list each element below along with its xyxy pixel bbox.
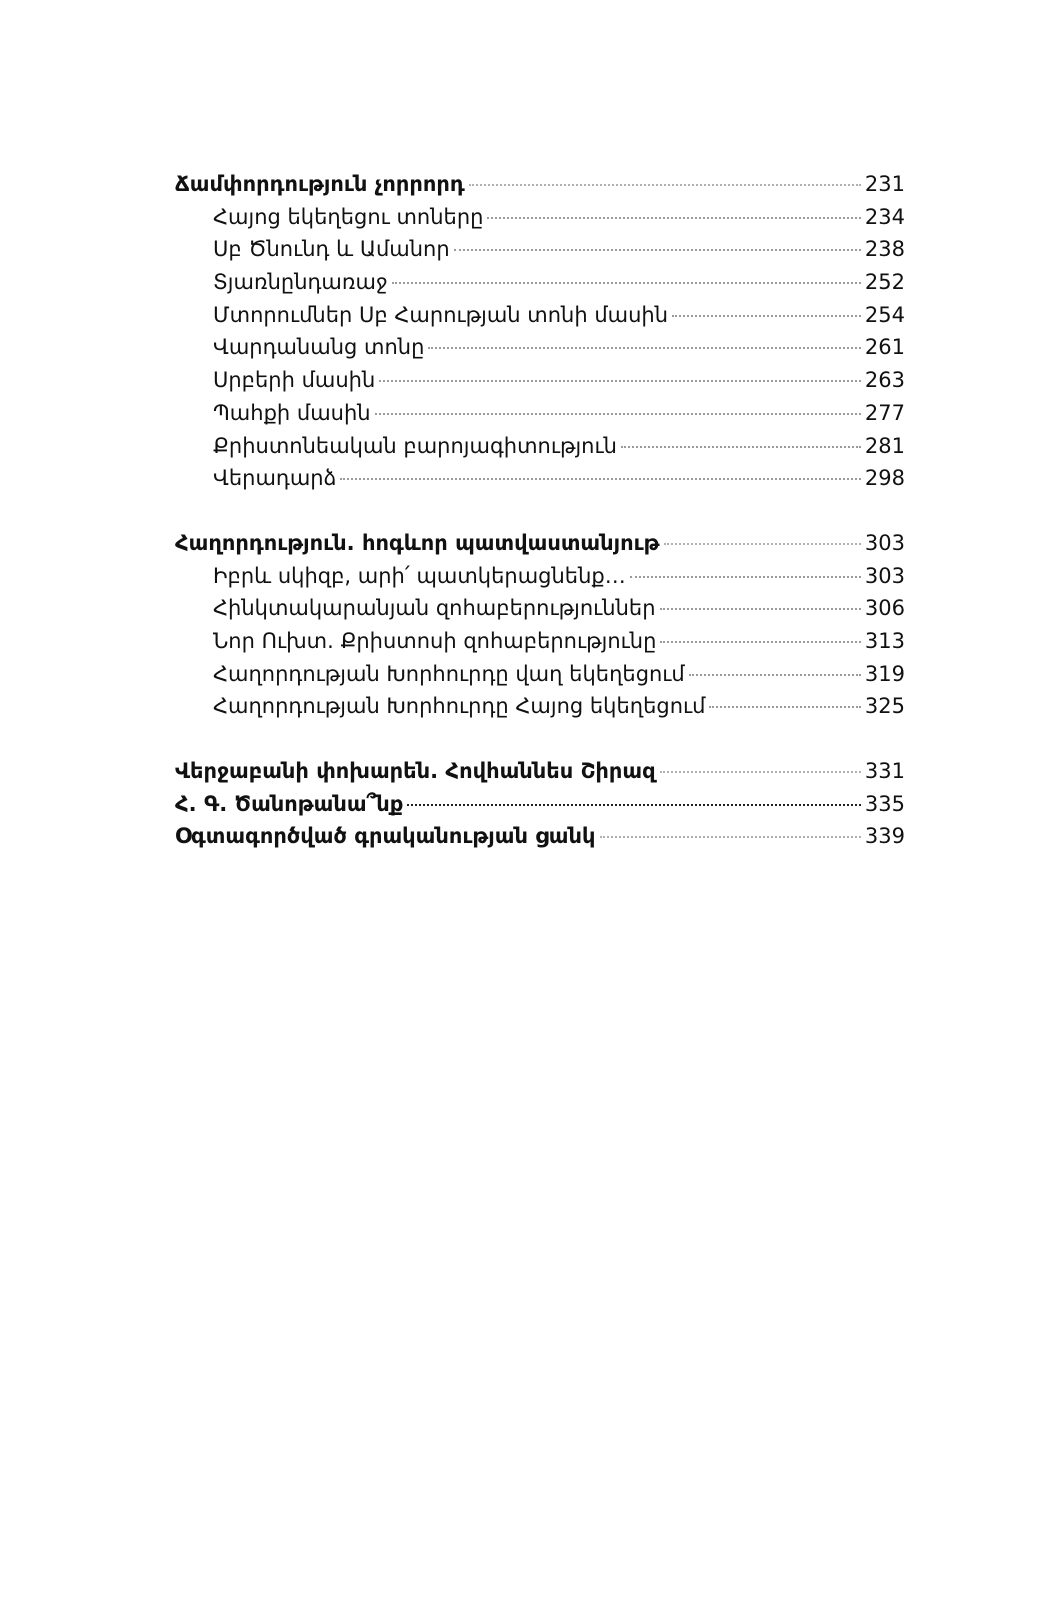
toc-page-number: 238 bbox=[864, 237, 905, 262]
dot-leader bbox=[689, 674, 861, 676]
toc-page-number: 281 bbox=[864, 433, 905, 458]
toc-entry bbox=[175, 397, 905, 430]
toc-entry-afterword bbox=[175, 755, 905, 788]
toc-page-number: 313 bbox=[864, 628, 905, 653]
toc-heading bbox=[175, 527, 905, 560]
toc-entry bbox=[175, 430, 905, 463]
toc-entry bbox=[175, 233, 905, 266]
toc-entry bbox=[175, 266, 905, 299]
dot-leader bbox=[660, 771, 861, 773]
toc-entry bbox=[175, 625, 905, 658]
toc-entry-title: Պահքի մասին bbox=[213, 400, 371, 425]
toc-page-number: 319 bbox=[864, 661, 905, 686]
dot-leader bbox=[469, 184, 861, 186]
toc-entry-title: Սբ Ծնունդ և Ամանոր bbox=[213, 237, 450, 262]
toc-entry-bibliography bbox=[175, 820, 905, 853]
toc-entry-title: Վերադարձ bbox=[213, 466, 337, 491]
dot-leader bbox=[709, 706, 860, 708]
toc-entry-title: Հաղորդության Խորհուրդը վաղ եկեղեցում bbox=[213, 661, 685, 686]
toc-entry-title: Հ. Գ. Ծանոթանա՞նք bbox=[175, 791, 404, 816]
toc-section-3 bbox=[175, 755, 905, 853]
toc-page-number: 325 bbox=[864, 694, 905, 719]
toc-entry-title: Վերջաբանի փոխարեն. Հովհաննես Շիրազ bbox=[175, 759, 656, 783]
toc-entry-title: Քրիստոնեական բարոյագիտություն bbox=[213, 433, 617, 458]
toc-entry-title: Հայոց եկեղեցու տոները bbox=[213, 204, 484, 229]
dot-leader bbox=[621, 446, 861, 448]
dot-leader bbox=[340, 478, 861, 480]
dot-leader bbox=[672, 315, 861, 317]
toc-entry-title: Սրբերի մասին bbox=[213, 368, 376, 393]
dot-leader bbox=[660, 608, 861, 610]
toc-page-number: 298 bbox=[864, 466, 905, 491]
dot-leader bbox=[375, 413, 861, 415]
toc-page-number: 277 bbox=[864, 400, 905, 425]
toc-section-1 bbox=[175, 168, 905, 495]
toc-page-number: 306 bbox=[864, 596, 905, 621]
dot-leader bbox=[600, 836, 861, 838]
toc-page-number: 331 bbox=[864, 759, 905, 783]
toc-heading-title: Հաղորդություն. հոգևոր պատվաստանյութ bbox=[175, 530, 660, 555]
toc-page-number: 263 bbox=[864, 368, 905, 393]
toc-entry-title: Իբրև սկիզբ, արի՛ պատկերացնենք… bbox=[213, 563, 626, 588]
table-of-contents bbox=[175, 168, 905, 853]
toc-entry-title: Նոր Ուխտ. Քրիստոսի զոհաբերությունը bbox=[213, 628, 657, 653]
dot-leader bbox=[664, 543, 861, 545]
toc-page-number: 231 bbox=[864, 172, 905, 196]
toc-page-number: 335 bbox=[864, 791, 905, 816]
toc-page-number: 303 bbox=[864, 563, 905, 588]
dot-leader bbox=[454, 249, 861, 251]
toc-entry bbox=[175, 560, 905, 593]
toc-entry bbox=[175, 364, 905, 397]
toc-page-number: 234 bbox=[864, 204, 905, 229]
toc-entry-title: Օգտագործված գրականության ցանկ bbox=[175, 824, 596, 849]
toc-heading-title: Ճամփորդություն չորրորդ bbox=[175, 172, 465, 196]
toc-entry-title: Հինկտակարանյան զոհաբերություններ bbox=[213, 596, 656, 621]
toc-heading bbox=[175, 168, 905, 201]
toc-entry bbox=[175, 299, 905, 332]
toc-entry bbox=[175, 658, 905, 691]
toc-entry bbox=[175, 462, 905, 495]
toc-entry-title: Հաղորդության Խորհուրդը Հայոց եկեղեցում bbox=[213, 694, 706, 719]
dot-leader bbox=[407, 804, 861, 806]
dot-leader bbox=[630, 576, 861, 578]
toc-entry bbox=[175, 690, 905, 723]
toc-entry-title: Տյառնընդառաջ bbox=[213, 270, 388, 295]
dot-leader bbox=[379, 380, 861, 382]
toc-page-number: 261 bbox=[864, 335, 905, 360]
toc-page-number: 339 bbox=[864, 824, 905, 849]
toc-entry-title: Վարդանանց տոնը bbox=[213, 335, 425, 360]
toc-entry bbox=[175, 201, 905, 234]
toc-page-number: 252 bbox=[864, 270, 905, 295]
dot-leader bbox=[428, 347, 861, 349]
toc-page-number: 254 bbox=[864, 302, 905, 327]
dot-leader bbox=[660, 641, 861, 643]
toc-entry-ps bbox=[175, 788, 905, 821]
toc-entry bbox=[175, 592, 905, 625]
toc-entry-title: Մտորումներ Սբ Հարության տոնի մասին bbox=[213, 302, 669, 327]
dot-leader bbox=[392, 282, 861, 284]
toc-entry bbox=[175, 331, 905, 364]
toc-page-number: 303 bbox=[864, 530, 905, 555]
dot-leader bbox=[487, 217, 860, 219]
toc-section-2 bbox=[175, 527, 905, 723]
